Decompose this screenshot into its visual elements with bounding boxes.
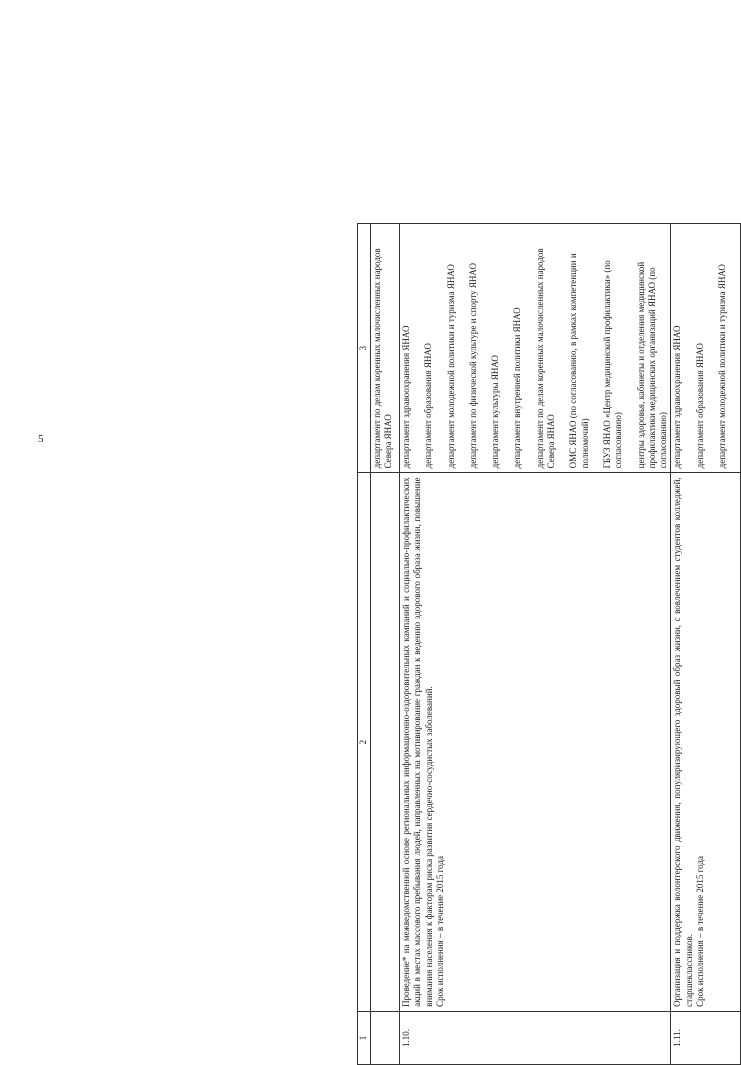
measure-text: Организация и поддержка волонтерского движения, популяризирующего здоровый образ жизни, с вовлечением студентов колледжей, старшеклассников. [672, 477, 694, 1007]
executor: ОМС ЯНАО (по согласованию, в рамках компетенции и полномочий) [568, 253, 590, 469]
row-number: 1.10. [400, 1011, 671, 1064]
table-row [671, 224, 741, 1065]
table-row [400, 224, 671, 1065]
page-number: 5 [38, 433, 44, 445]
continuation-desc-cell [371, 473, 400, 1012]
executor: департамент молодежной политики и туризма ЯНАО [445, 264, 456, 469]
measure-text: Проведение* на межведомственной основе региональных информационно-оздоровительных кампаний и социально-профилактических акций в местах массового пребывания людей, направленных на мотивирование граждан к ведению здорового образа жизни, повышение внимания населения к факторам риска развития сердечно-сосудистых заболеваний. [401, 477, 434, 1007]
executor: департамент культуры ЯНАО [490, 355, 501, 469]
continuation-executor: департамент по делам коренных малочисленных народов Севера ЯНАО [371, 224, 400, 473]
table-header-row [358, 224, 371, 1065]
header-col-2: 2 [358, 473, 371, 1012]
executor: департамент внутренней политики ЯНАО [512, 307, 523, 469]
executor: департамент по физической культуре и спорту ЯНАО [467, 263, 478, 469]
executor: департамент здравоохранения ЯНАО [401, 325, 411, 469]
row-executors [400, 224, 671, 473]
measures-table [357, 223, 741, 1065]
row-executors [671, 224, 741, 473]
measure-term: Срок исполнения – в течение 2015 года [695, 856, 706, 1007]
continuation-num-cell [371, 1011, 400, 1064]
executor: департамент здравоохранения ЯНАО [672, 325, 683, 469]
header-col-3: 3 [358, 224, 371, 473]
row-number: 1.11. [671, 1011, 741, 1064]
table-row-continuation [371, 224, 400, 1065]
row-description [400, 473, 671, 1012]
measure-term: Срок исполнения – в течение 2015 года [434, 856, 445, 1007]
executor: департамент образования ЯНАО [694, 343, 705, 469]
header-col-1: 1 [358, 1011, 371, 1064]
executor: департамент молодежной политики и туризма ЯНАО [717, 264, 728, 469]
executor: центры здоровья, кабинеты и отделения медицинской профилактики медицинских организаций ЯНАО (по согласованию) [635, 261, 669, 469]
executor: департамент образования ЯНАО [423, 343, 434, 469]
executor: ГБУЗ ЯНАО «Центр медицинской профилактики» (по согласованию) [601, 260, 624, 469]
executor: департамент по делам коренных малочисленных народов Севера ЯНАО [534, 248, 557, 469]
row-description [671, 473, 741, 1012]
